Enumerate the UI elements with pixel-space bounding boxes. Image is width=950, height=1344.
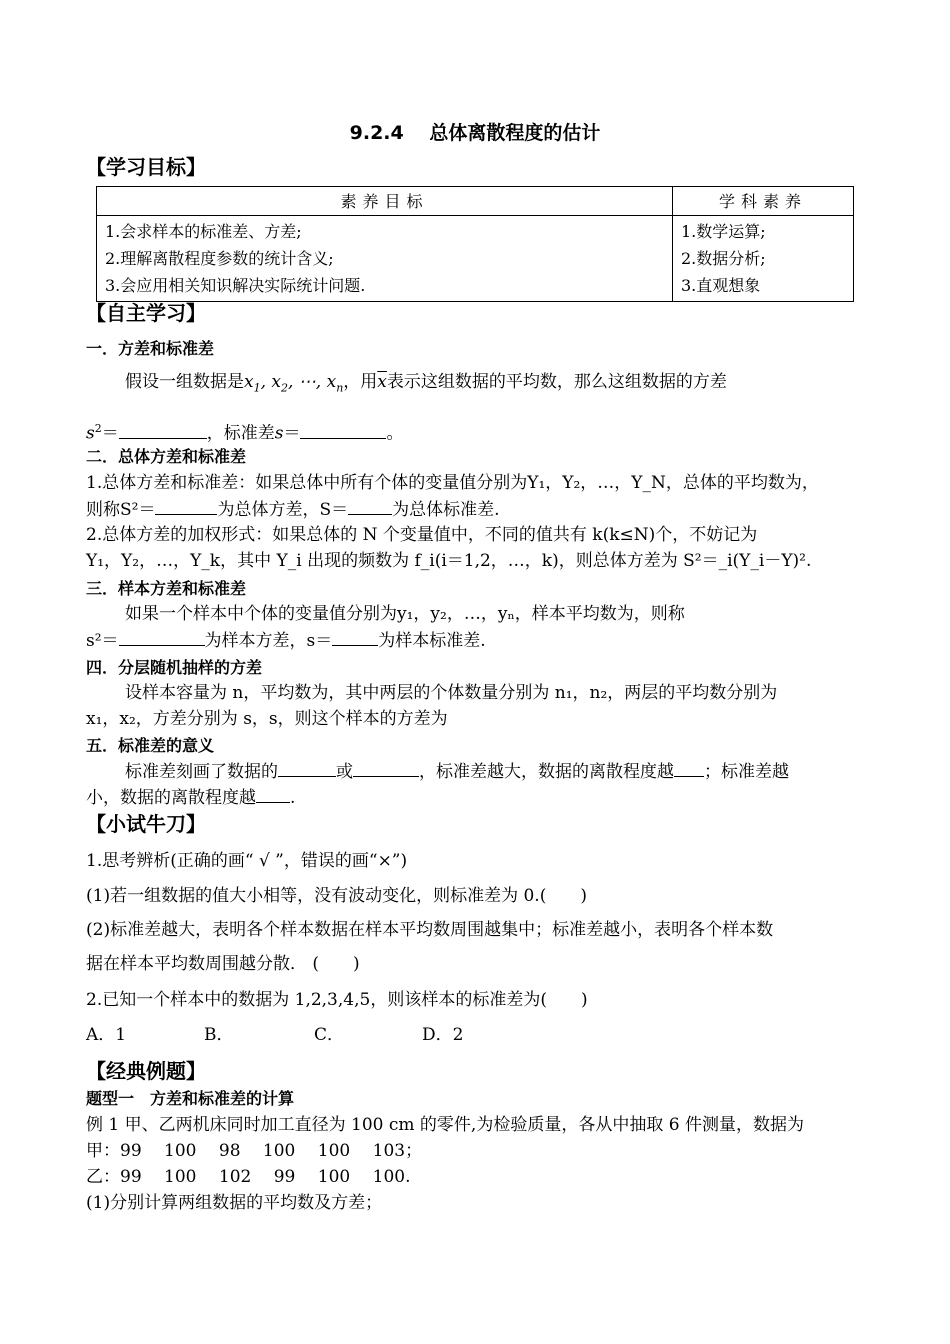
s3-line-2: s²＝ 为样本方差，s＝ 为样本标准差. <box>86 631 486 651</box>
goal-item: 3.会应用相关知识解决实际统计问题. <box>105 276 366 295</box>
goal-item: 2.理解离散程度参数的统计含义; <box>105 249 334 268</box>
section-heading-self-study: 【自主学习】 <box>86 301 206 325</box>
goals-table-header-right: 学科素养 <box>673 187 854 216</box>
blank-3 <box>674 760 704 777</box>
s1-intro: 假设一组数据是$x_1$, $x_2$, ⋯, $x_n$，用$\overline{x}$表示这组数据的平均数，那么这组数据的方差 <box>125 372 727 395</box>
blank-1 <box>278 760 336 777</box>
section-heading-try: 【小试牛刀】 <box>86 812 206 836</box>
try-q1-2a: (2)标准差越大，表明各个样本数据在样本平均数周围越集中；标准差越小，表明各个样本数 <box>86 920 774 940</box>
try-q1-1: (1)若一组数据的值大小相等，没有波动变化，则标准差为 0.( ) <box>86 886 587 906</box>
s4-heading: 四．分层随机抽样的方差 <box>86 658 263 677</box>
example-1-data-yi: 乙：99 100 102 99 100 100. <box>86 1167 411 1187</box>
s5-line-2: 小，数据的离散程度越 . <box>86 788 296 808</box>
mean-symbol: $\overline{x}$ <box>377 372 387 392</box>
try-q1-2b: 据在样本平均数周围越分散． ( ) <box>86 954 360 974</box>
s1-heading: 一．方差和标准差 <box>86 339 215 358</box>
example-type-1: 题型一 方差和标准差的计算 <box>86 1089 295 1108</box>
blank-4 <box>256 786 290 803</box>
option-a: A．1 <box>86 1025 127 1045</box>
s3-line-1: 如果一个样本中个体的变量值分别为y₁，y₂，…，yₙ，样本平均数为，则称 <box>125 604 685 624</box>
blank-variance <box>119 422 207 439</box>
literacy-item: 2.数据分析; <box>681 249 766 268</box>
section-heading-examples: 【经典例题】 <box>86 1059 206 1083</box>
try-options <box>86 1024 463 1046</box>
blank-sample-std <box>332 629 378 646</box>
example-1-data-jia: 甲：99 100 98 100 100 103； <box>86 1141 423 1161</box>
blank-std <box>300 422 386 439</box>
s2-line-2: 则称S²＝ 为总体方差，S＝ 为总体标准差. <box>86 500 500 520</box>
try-q1: 1.思考辨析(正确的画“ √ ”，错误的画“×”) <box>86 851 408 871</box>
s2-line-1: 1.总体方差和标准差：如果总体中所有个体的变量值分别为Y₁，Y₂，…，Y_N，总体的平均数为， <box>86 473 819 493</box>
option-b: B． <box>204 1025 234 1045</box>
try-q2: 2.已知一个样本中的数据为 1,2,3,4,5，则该样本的标准差为( ) <box>86 990 588 1010</box>
data-sequence-formula: $x_1$, $x_2$, ⋯, $x_n$ <box>244 372 344 395</box>
s5-heading: 五．标准差的意义 <box>86 736 215 755</box>
blank-2 <box>353 760 419 777</box>
goals-table-header-left: 素养目标 <box>97 187 673 216</box>
example-1-q1: (1)分别计算两组数据的平均数及方差； <box>86 1193 383 1213</box>
example-1: 例 1 甲、乙两机床同时加工直径为 100 cm 的零件,为检验质量，各从中抽取 6 件测量，数据为 <box>86 1115 804 1135</box>
goals-table <box>96 186 854 302</box>
s5-line-1: 标准差刻画了数据的 或 ，标准差越大，数据的离散程度越 ；标准差越 <box>125 762 789 782</box>
s2-line-3: 2.总体方差的加权形式：如果总体的 N 个变量值中，不同的值共有 k(k≤N)个，不妨记为 <box>86 525 758 545</box>
section-heading-goals: 【学习目标】 <box>86 155 206 179</box>
option-c: C． <box>314 1025 345 1045</box>
blank-sample-variance <box>119 629 205 646</box>
s1-variance-line: $s^2=$ ，标准差s＝ 。 <box>86 422 404 444</box>
option-d: D．2 <box>422 1025 464 1045</box>
literacy-item: 1.数学运算; <box>681 222 766 241</box>
s2-line-4: Y₁，Y₂，…，Y_k，其中 Y_i 出现的频数为 f_i(i＝1,2，…，k)，则总体方差为 S²＝_i(Y_i－Y)². <box>86 551 812 571</box>
s3-heading: 三．样本方差和标准差 <box>86 579 247 598</box>
s4-line-1: 设样本容量为 n，平均数为，其中两层的个体数量分别为 n₁，n₂，两层的平均数分别为 <box>125 683 778 703</box>
goals-table-left-cell <box>97 216 673 302</box>
s2-heading: 二．总体方差和标准差 <box>86 447 247 466</box>
goals-table-right-cell <box>673 216 854 302</box>
blank-pop-variance <box>155 498 217 515</box>
literacy-item: 3.直观想象 <box>681 276 761 295</box>
blank-pop-std <box>348 498 392 515</box>
page-title: 9.2.4 总体离散程度的估计 <box>349 122 601 144</box>
goal-item: 1.会求样本的标准差、方差; <box>105 222 302 241</box>
s4-line-2: x₁，x₂，方差分别为 s，s，则这个样本的方差为 <box>86 709 448 729</box>
